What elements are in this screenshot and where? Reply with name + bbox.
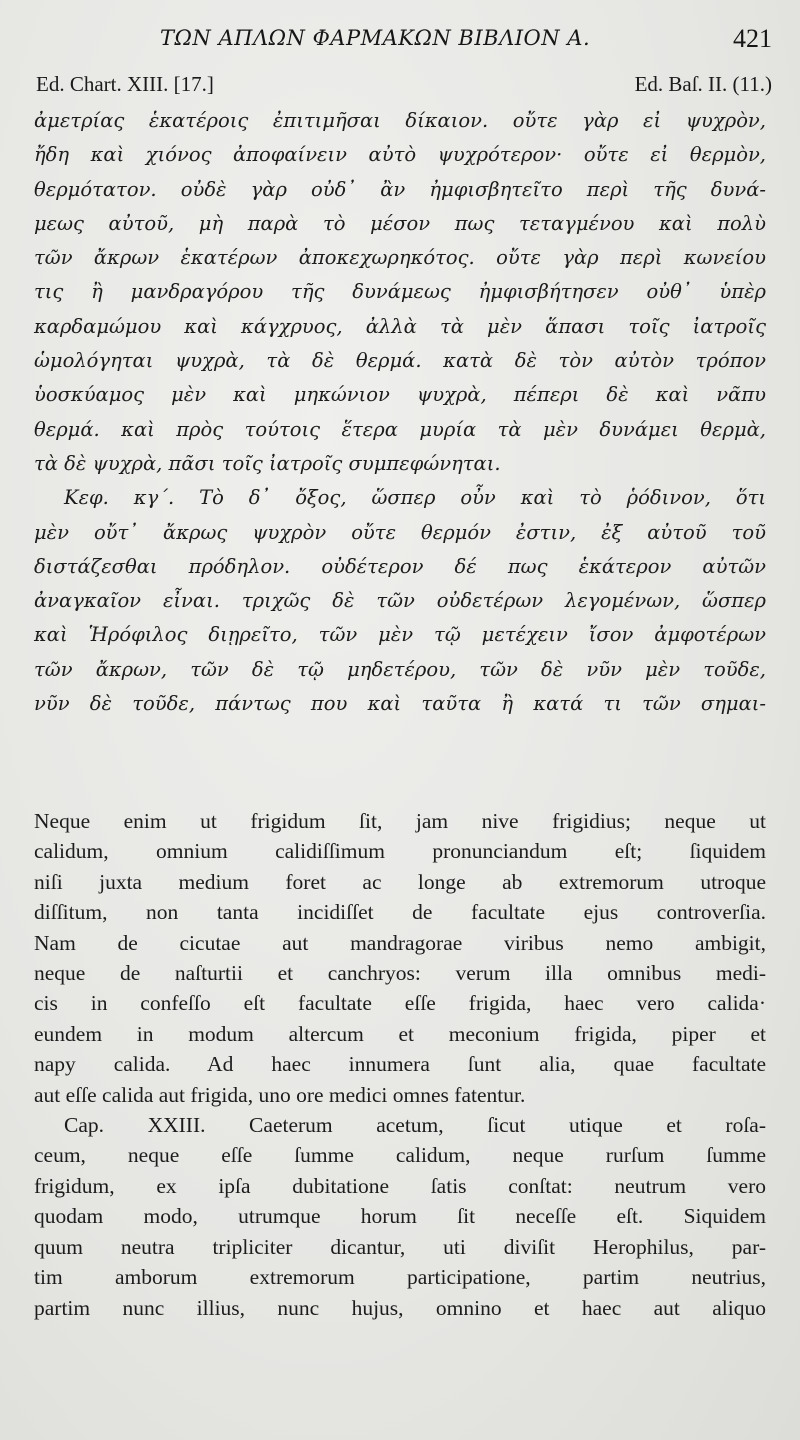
latin-chapter-heading-line: Cap. XXIII. Caeterum acetum, ſicut utique et roſa- <box>64 1113 766 1138</box>
edition-chart-reference: Ed. Chart. XIII. [17.] <box>36 72 214 96</box>
latin-line: eundem in modum altercum et meconium frigida, piper et <box>34 1021 766 1046</box>
greek-line: καὶ Ἡρόφιλος διῃρεῖτο, τῶν μὲν τῷ μετέχειν ἴσον ἀμφοτέρων <box>34 623 766 647</box>
latin-line: quum neutra tripliciter dicantur, uti diviſit Herophilus, par- <box>34 1234 766 1259</box>
greek-chapter-heading-line: Κεφ. κγ΄. Τὸ δ᾽ ὄξος, ὥσπερ οὖν καὶ τὸ ῥόδινον, ὅτι <box>64 486 766 510</box>
latin-line: niſi juxta medium foret ac longe ab extremorum utroque <box>34 869 766 894</box>
latin-text-block <box>34 806 766 1323</box>
latin-line: frigidum, ex ipſa dubitatione ſatis conſtat: neutrum vero <box>34 1173 766 1198</box>
greek-line: θερμότατον. οὐδὲ γὰρ οὐδ᾽ ἂν ἠμφισβητεῖτο περὶ τῆς δυνά- <box>34 177 766 201</box>
greek-line: διστάζεσθαι πρόδηλον. οὐδέτερον δέ πως ἑκάτερον αὐτῶν <box>34 554 766 578</box>
greek-line: ὑοσκύαμος μὲν καὶ μηκώνιον ψυχρὰ, πέπερι δὲ καὶ νᾶπυ <box>34 383 766 407</box>
greek-line: θερμά. καὶ πρὸς τούτοις ἕτερα μυρία τὰ μὲν δυνάμει θερμὰ, <box>34 417 766 441</box>
latin-line: Neque enim ut frigidum ſit, jam nive frigidius; neque ut <box>34 809 766 833</box>
latin-line: aut eſſe calida aut frigida, uno ore medici omnes fatentur. <box>34 1082 526 1107</box>
greek-line: ὡμολόγηται ψυχρὰ, τὰ δὲ θερμά. κατὰ δὲ τὸν αὐτὸν τρόπον <box>34 349 766 373</box>
greek-line: καρδαμώμου καὶ κάγχρυος, ἀλλὰ τὰ μὲν ἅπασι τοῖς ἰατροῖς <box>34 314 766 338</box>
greek-line: τὰ δὲ ψυχρὰ, πᾶσι τοῖς ἰατροῖς συμπεφώνηται. <box>34 451 501 475</box>
greek-line: τις ἢ μανδραγόρου τῆς δυνάμεως ἠμφισβήτησεν οὐθ᾽ ὑπὲρ <box>34 280 766 304</box>
edition-basel-reference: Ed. Baſ. II. (11.) <box>634 72 772 96</box>
latin-line: neque de naſturtii et canchryos: verum illa omnibus medi- <box>34 961 766 986</box>
latin-line: diſſitum, non tanta incidiſſet de facultate ejus controverſia. <box>34 900 766 925</box>
greek-line: τῶν ἄκρων ἑκατέρων ἀποκεχωρηκότος. οὔτε γὰρ περὶ κωνείου <box>34 246 766 270</box>
greek-text-block <box>34 104 766 721</box>
latin-line: tim amborum extremorum participatione, partim neutrius, <box>34 1265 766 1290</box>
greek-line: μὲν οὔτ᾽ ἄκρως ψυχρὸν οὔτε θερμόν ἐστιν, ἐξ αὐτοῦ τοῦ <box>34 520 766 544</box>
latin-line: ceum, neque eſſe ſumme calidum, neque rurſum ſumme <box>34 1143 766 1168</box>
latin-line: Nam de cicutae aut mandragorae viribus nemo ambigit, <box>34 930 766 955</box>
page-number: 421 <box>733 24 772 53</box>
greek-line: μεως αὐτοῦ, μὴ παρὰ τὸ μέσον πως τεταγμένου καὶ πολὺ <box>34 211 766 235</box>
latin-line: quodam modo, utrumque horum ſit neceſſe eſt. Siquidem <box>34 1204 766 1229</box>
greek-line: νῦν δὲ τοῦδε, πάντως που καὶ ταῦτα ἢ κατά τι τῶν σημαι- <box>34 692 766 716</box>
running-head: ΤΩΝ ΑΠΛΩΝ ΦΑΡΜΑΚΩΝ ΒΙΒΛΙΟΝ Α. <box>160 26 591 50</box>
latin-line: cis in confeſſo eſt facultate eſſe frigida, haec vero calida· <box>34 991 766 1016</box>
greek-line: ἀμετρίας ἑκατέροις ἐπιτιμῆσαι δίκαιον. οὔτε γὰρ εἰ ψυχρὸν, <box>34 109 766 132</box>
latin-line: calidum, omnium calidiſſimum pronunciandum eſt; ſiquidem <box>34 839 766 864</box>
greek-line: τῶν ἄκρων, τῶν δὲ τῷ μηδετέρου, τῶν δὲ νῦν μὲν τοῦδε, <box>34 657 766 681</box>
greek-line: ἤδη καὶ χιόνος ἀποφαίνειν αὐτὸ ψυχρότερον· οὔτε εἰ θερμὸν, <box>34 143 766 167</box>
greek-line: ἀναγκαῖον εἶναι. τριχῶς δὲ τῶν οὐδετέρων λεγομένων, ὥσπερ <box>34 589 766 613</box>
latin-line: napy calida. Ad haec innumera ſunt alia, quae facultate <box>34 1052 766 1077</box>
latin-line: partim nunc illius, nunc hujus, omnino et haec aut aliquo <box>34 1295 766 1320</box>
edition-references <box>36 72 772 100</box>
